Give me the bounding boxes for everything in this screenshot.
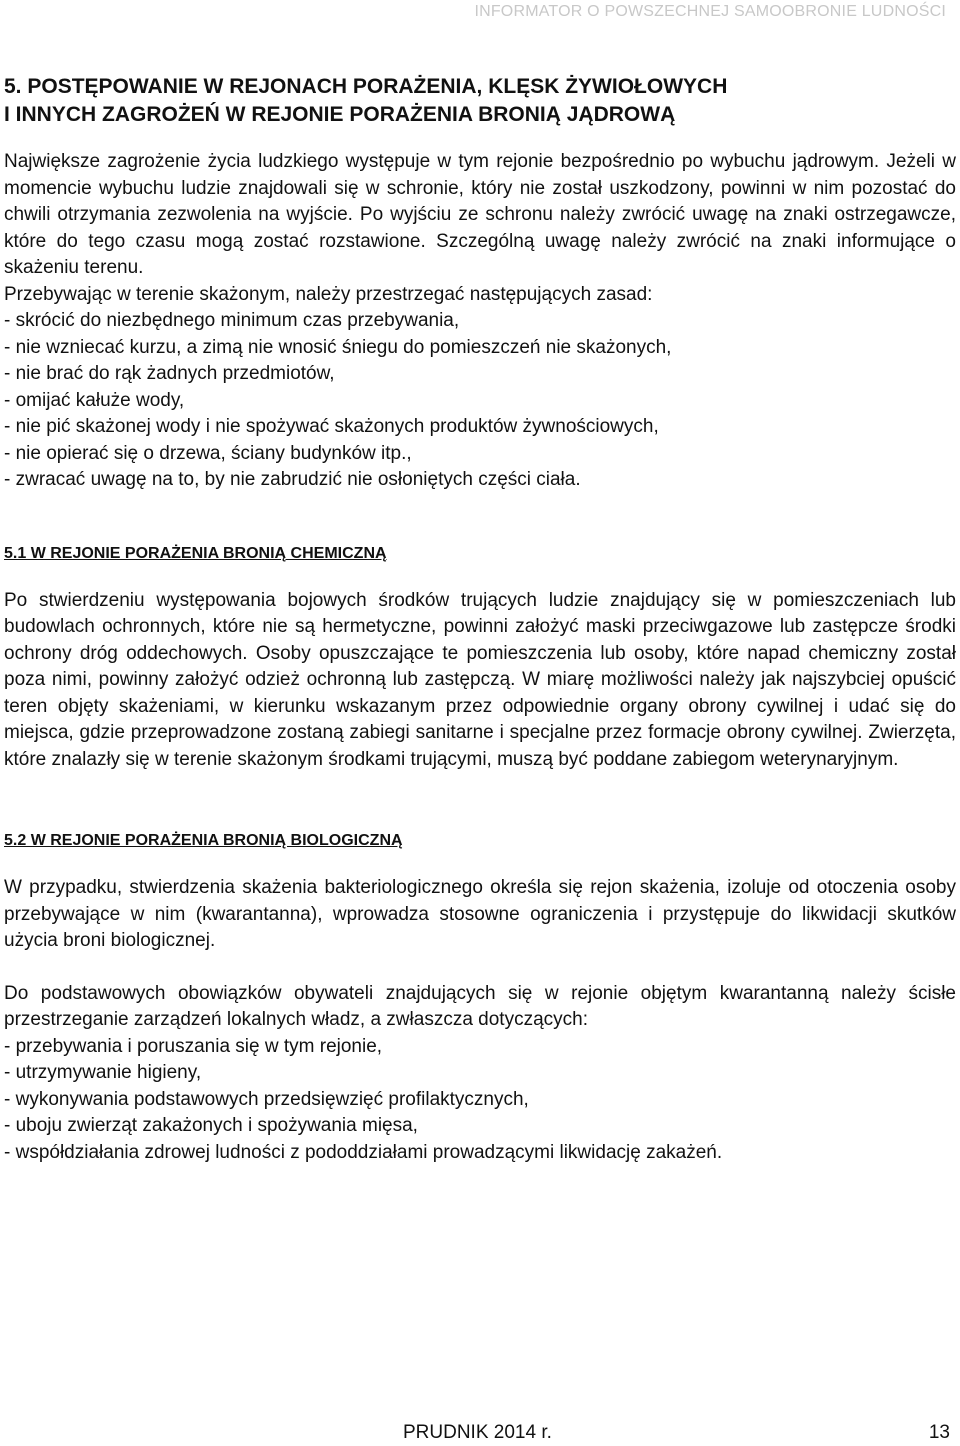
duty-item: - wykonywania podstawowych przedsięwzięć profilaktycznych, [4, 1088, 529, 1110]
section-5-2-duties [4, 1034, 956, 1167]
section-5-title-line-2: I INNYCH ZAGROŻEŃ W REJONIE PORAŻENIA BRONIĄ JĄDROWĄ [4, 103, 676, 126]
section-5-2-paragraph-2: Do podstawowych obowiązków obywateli znajdujących się w rejonie objętym kwarantanną należy ścisłe przestrzeganie zarządzeń lokalnych władz, a zwłaszcza dotyczących: [4, 982, 956, 1030]
rule-item: - zwracać uwagę na to, by nie zabrudzić nie osłoniętych części ciała. [4, 469, 581, 490]
duty-item: - współdziałania zdrowej ludności z pododdziałami prowadzącymi likwidację zakażeń. [4, 1141, 723, 1163]
rules-intro: Przebywając w terenie skażonym, należy przestrzegać następujących zasad: [4, 283, 653, 305]
section-5-rules [4, 282, 956, 494]
rule-item: - nie brać do rąk żadnych przedmiotów, [4, 363, 335, 384]
duty-item: - przebywania i poruszania się w tym rejonie, [4, 1035, 383, 1057]
duty-item: - utrzymywanie higieny, [4, 1062, 202, 1083]
rule-item: - skrócić do niezbędnego minimum czas przebywania, [4, 310, 460, 331]
section-5-title [4, 73, 956, 129]
publication-info: PRUDNIK 2014 r. [403, 1422, 552, 1443]
rule-item: - nie pić skażonej wody i nie spożywać skażonych produktów żywnościowych, [4, 416, 659, 437]
section-5-2-title: 5.2 W REJONIE PORAŻENIA BRONIĄ BIOLOGICZNĄ [4, 832, 403, 849]
section-5-2-paragraph-1: W przypadku, stwierdzenia skażenia bakteriologicznego określa się rejon skażenia, izoluje od otoczenia osoby przebywające w nim (kwarantanna), wprowadza stosowne ograniczenia i przystępuje do likwidacji skutków użycia broni biologicznej. [4, 877, 956, 951]
section-5-1-title: 5.1 W REJONIE PORAŻENIA BRONIĄ CHEMICZNĄ [4, 544, 387, 562]
section-5-1-paragraph: Po stwierdzeniu występowania bojowych środków trujących ludzie znajdujący się w pomieszczeniach lub budowlach ochronnych, które nie są hermetyczne, powinni założyć maski przeciwgazowe lub zastępcze środki ochrony dróg oddechowych. Osoby opuszczające te pomieszczenia lub osoby, które napad chemiczny został poza nimi, powinny założyć odzież ochronną lub zastępczą. W miarę możliwości należy jak najszybciej opuścić teren objęty skażeniami, w kierunku wskazanym przez odpowiednie organy obrony cywilnej i udać się do miejsca, gdzie przeprowadzone zostaną zabiegi sanitarne i specjalne przez formacje obrony cywilnej. Zwierzęta, które znalazły się w terenie skażonym środkami trującymi, muszą być poddane zabiegom weterynaryjnym. [4, 589, 956, 770]
rule-item: - nie wzniecać kurzu, a zimą nie wnosić śniegu do pomieszczeń nie skażonych, [4, 336, 672, 358]
rule-item: - omijać kałuże wody, [4, 389, 185, 411]
running-header: INFORMATOR O POWSZECHNEJ SAMOOBRONIE LUDNOŚCI [474, 3, 946, 20]
page-number: 13 [928, 1422, 950, 1443]
duty-item: - uboju zwierząt zakażonych i spożywania mięsa, [4, 1115, 418, 1136]
page-content [4, 73, 956, 1166]
section-5-paragraph: Największe zagrożenie życia ludzkiego występuje w tym rejonie bezpośrednio po wybuchu jądrowym. Jeżeli w momencie wybuchu ludzie znajdowali się w schronie, który nie został uszkodzony, powinni w nim pozostać do chwili otrzymania zezwolenia na wyjście. Po wyjściu ze schronu należy zwrócić uwagę na znaki ostrzegawcze, które do tego czasu mogą zostać rozstawione. Szczególną uwagę należy zwrócić na znaki informujące o skażeniu terenu. [4, 151, 956, 278]
rule-item: - nie opierać się o drzewa, ściany budynków itp., [4, 442, 412, 464]
section-5-title-line-1: 5. POSTĘPOWANIE W REJONACH PORAŻENIA, KLĘSK ŻYWIOŁOWYCH [4, 75, 728, 98]
